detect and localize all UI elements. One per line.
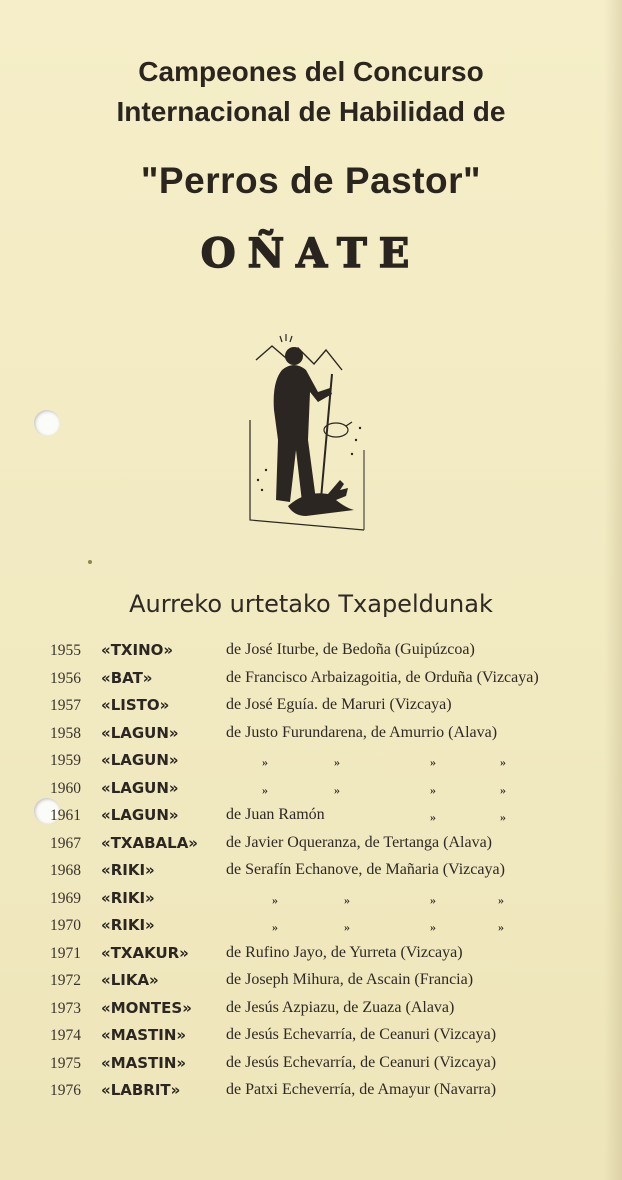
table-row — [0, 693, 622, 720]
year-cell: 1961 — [50, 807, 81, 824]
table-row — [0, 748, 622, 775]
table-row — [0, 1078, 622, 1105]
punch-hole-icon — [34, 410, 60, 436]
ditto-mark: » — [272, 892, 278, 907]
year-cell: 1976 — [50, 1082, 81, 1099]
title-line-2: Internacional de Habilidad de — [116, 96, 506, 127]
owner-cell: de Justo Furundarena, de Amurrio (Alava) — [226, 723, 498, 741]
table-row — [0, 776, 622, 803]
owner-cell: de Francisco Arbaizagoitia, de Orduña (Vizcaya) — [226, 668, 539, 686]
ditto-mark: » — [500, 755, 506, 769]
ditto-mark: » — [430, 782, 436, 797]
owner-cell: de Joseph Mihura, de Ascain (Francia) — [226, 971, 474, 988]
dog-name-cell: «TXINO» — [101, 641, 174, 659]
year-cell: 1955 — [50, 642, 81, 659]
owner-cell: de Javier Oqueranza, de Tertanga (Alava) — [226, 833, 492, 851]
year-cell: 1973 — [50, 999, 81, 1017]
dog-name-cell: «LABRIT» — [101, 1081, 181, 1099]
table-row — [0, 941, 622, 968]
owner-cell: de Jesús Azpiazu, de Zuaza (Alava) — [226, 998, 455, 1016]
ditto-mark: » — [430, 810, 436, 824]
table-row — [0, 996, 622, 1023]
dog-name-cell: «LAGUN» — [101, 751, 179, 769]
dog-name-cell: «RIKI» — [101, 888, 155, 907]
table-row — [0, 968, 622, 995]
year-cell: 1972 — [50, 972, 81, 989]
year-cell: 1970 — [50, 917, 81, 934]
table-row — [0, 913, 622, 940]
dog-name-cell: «LAGUN» — [101, 806, 179, 824]
owner-cell: de Jesús Echevarría, de Ceanuri (Vizcaya) — [226, 1053, 497, 1071]
title-line-1: Campeones del Concurso — [138, 56, 484, 87]
table-row — [0, 1051, 622, 1078]
ditto-mark: » — [430, 892, 436, 907]
table-row — [0, 831, 622, 858]
dog-name-cell: «TXAKUR» — [101, 943, 189, 962]
town-name: OÑATE — [200, 230, 422, 277]
year-cell: 1968 — [50, 862, 81, 879]
ditto-mark: » — [344, 892, 350, 907]
dog-name-cell: «BAT» — [101, 668, 153, 687]
ditto-mark: » — [498, 892, 504, 907]
year-cell: 1959 — [50, 752, 81, 769]
section-heading: Aurreko urtetako Txapeldunak — [129, 590, 493, 618]
table-row — [0, 886, 622, 913]
owner-cell: de Rufino Jayo, de Yurreta (Vizcaya) — [226, 943, 463, 961]
ditto-mark: » — [500, 810, 506, 824]
table-row — [0, 666, 622, 693]
ditto-mark: » — [430, 920, 436, 934]
title-line-3: "Perros de Pastor" — [140, 160, 482, 201]
year-cell: 1969 — [50, 889, 81, 907]
dog-name-cell: «LAGUN» — [101, 723, 179, 742]
table-row — [0, 721, 622, 748]
ditto-mark: » — [430, 755, 436, 769]
year-cell: 1967 — [50, 834, 81, 852]
dog-name-cell: «MONTES» — [101, 998, 192, 1017]
dog-name-cell: «RIKI» — [101, 861, 155, 879]
table-row — [0, 1023, 622, 1050]
owner-cell: de José Eguía. de Maruri (Vizcaya) — [226, 696, 452, 713]
dog-name-cell: «MASTIN» — [101, 1053, 187, 1072]
table-row — [0, 803, 622, 830]
dog-name-cell: «MASTIN» — [101, 1026, 187, 1044]
speck-decoration — [88, 560, 92, 564]
year-cell: 1957 — [50, 697, 81, 714]
owner-cell: de Serafín Echanove, de Mañaria (Vizcaya) — [226, 861, 505, 878]
dog-name-cell: «TXABALA» — [101, 833, 198, 852]
shepherd-with-dog-icon — [236, 330, 370, 536]
year-cell: 1958 — [50, 724, 81, 742]
year-cell: 1956 — [50, 669, 81, 687]
dog-name-cell: «RIKI» — [101, 916, 155, 934]
table-row — [0, 858, 622, 885]
ditto-mark: » — [262, 755, 268, 769]
ditto-mark: » — [334, 755, 340, 769]
owner-cell: de Juan Ramón — [226, 806, 325, 823]
year-cell: 1974 — [50, 1027, 81, 1044]
year-cell: 1971 — [50, 944, 81, 962]
dog-name-cell: «LAGUN» — [101, 778, 179, 797]
dog-name-cell: «LIKA» — [101, 971, 159, 989]
ditto-mark: » — [334, 782, 340, 797]
year-cell: 1960 — [50, 779, 81, 797]
ditto-mark: » — [500, 782, 506, 797]
ditto-mark: » — [272, 920, 278, 934]
year-cell: 1975 — [50, 1054, 81, 1072]
ditto-mark: » — [498, 920, 504, 934]
owner-cell: de Patxi Echeverría, de Amayur (Navarra) — [226, 1081, 497, 1098]
dog-name-cell: «LISTO» — [101, 696, 170, 714]
ditto-mark: » — [344, 920, 350, 934]
owner-cell: de José Iturbe, de Bedoña (Guipúzcoa) — [226, 641, 475, 658]
owner-cell: de Jesús Echevarría, de Ceanuri (Vizcaya) — [226, 1026, 497, 1043]
ditto-mark: » — [262, 782, 268, 797]
table-row — [0, 638, 622, 665]
